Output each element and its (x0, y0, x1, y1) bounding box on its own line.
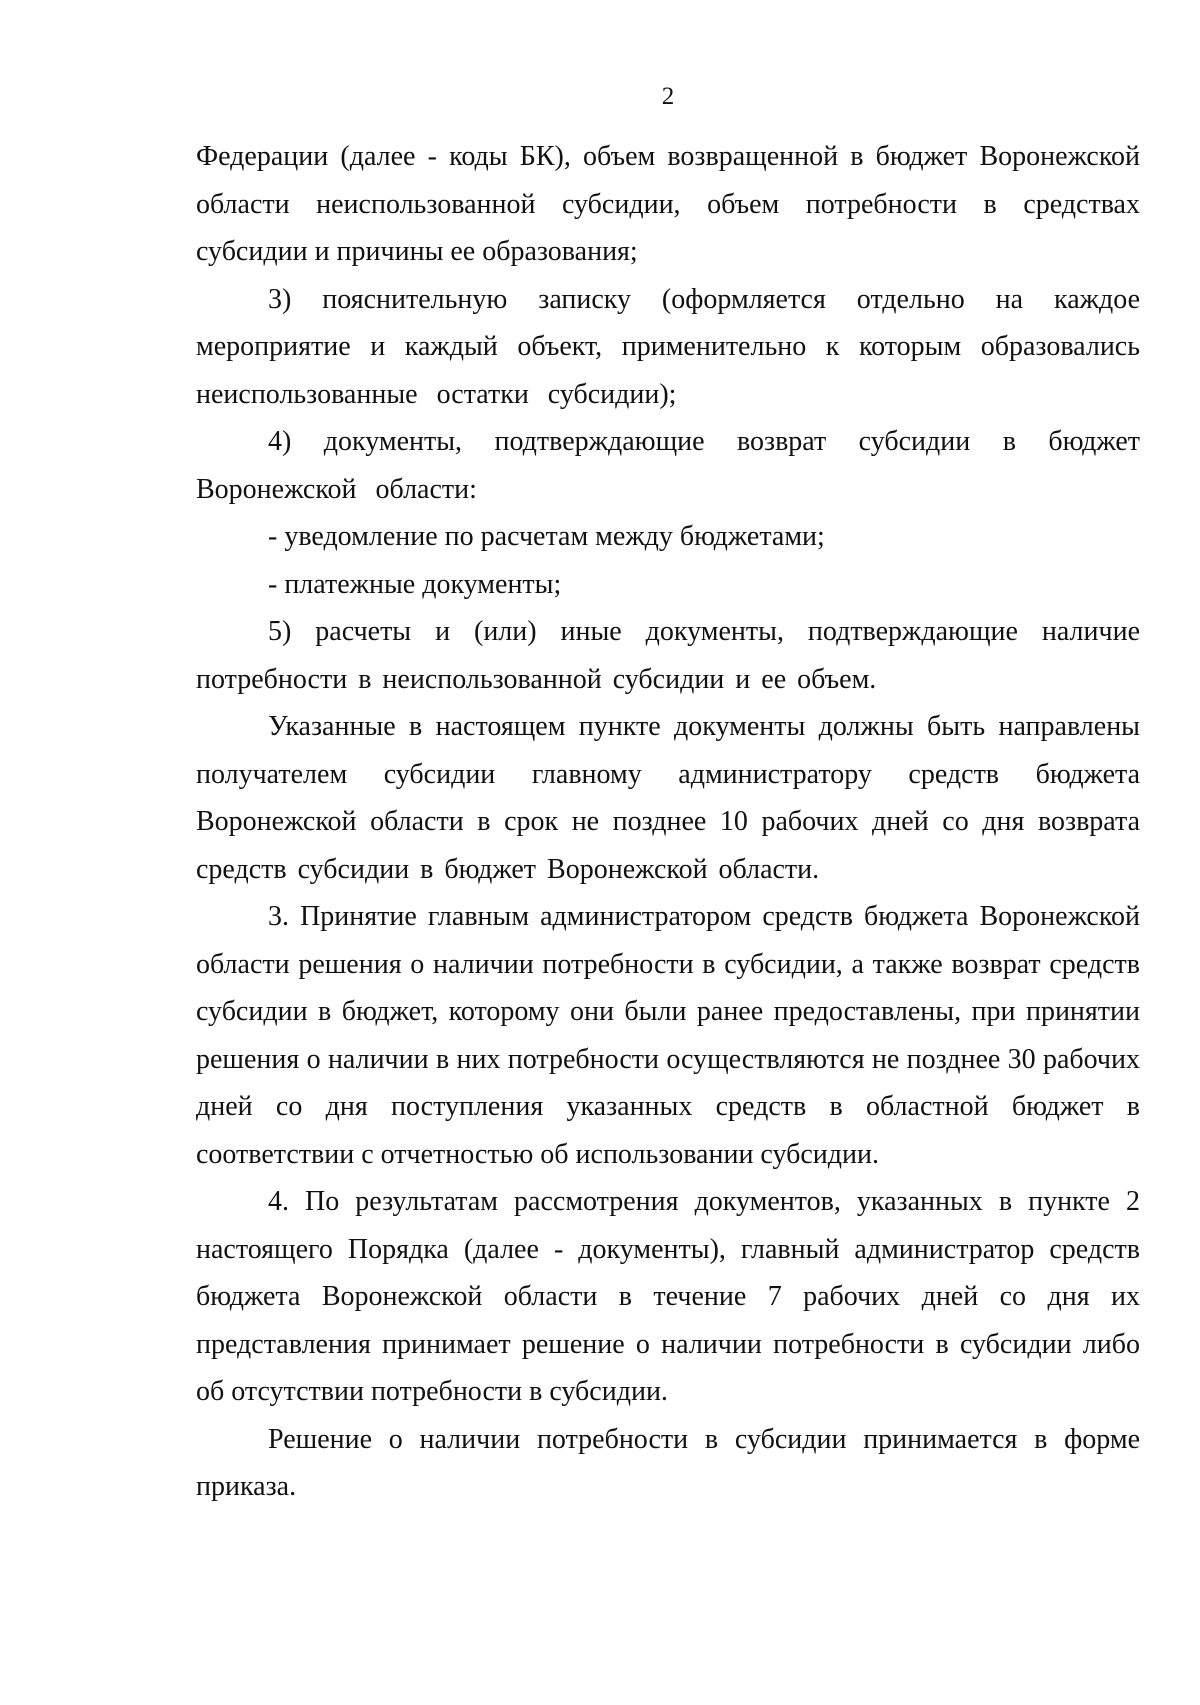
paragraph-list-dash-2: - платежные документы; (268, 568, 562, 600)
document-body (196, 133, 1140, 1511)
paragraph-decision-form: Решение о наличии потребности в субсидии принимается в форме приказа. (196, 1423, 1140, 1502)
paragraph-item-3: 3) пояснительную записку (оформляется отдельно на каждое мероприятие и каждый объект, применительно к которым образовались неиспользованные остатки субсидии); (196, 283, 1140, 410)
paragraph-item-5: 5) расчеты и (или) иные документы, подтверждающие наличие потребности в неиспользованной субсидии и ее объем. (196, 616, 1140, 695)
paragraph-item-4: 4) документы, подтверждающие возврат субсидии в бюджет Воронежской области: (196, 426, 1140, 505)
paragraph-point-4: 4. По результатам рассмотрения документов, указанных в пункте 2 настоящего Порядка (далее - документы), главный администратор средств бюджета Воронежской области в течение 7 рабочих дней со дня их представления принимает решение о наличии потребности в субсидии либо об отсутствии потребности в субсидии. (196, 1186, 1140, 1407)
paragraph-list-dash-1: - уведомление по расчетам между бюджетами; (268, 521, 825, 552)
paragraph-documents-deadline: Указанные в настоящем пункте документы должны быть направлены получателем субсидии главному администратору средств бюджета Воронежской области в срок не позднее 10 рабочих дней со дня возврата средств субсидии в бюджет Воронежской области. (196, 711, 1140, 885)
page-number: 2 (661, 83, 675, 110)
paragraph-point-3: 3. Принятие главным администратором средств бюджета Воронежской области решения о наличии потребности в субсидии, а также возврат средств субсидии в бюджет, которому они были ранее предоставлены, при принятии решения о наличии в них потребности осуществляются не позднее 30 рабочих дней со дня поступления указанных средств в областной бюджет в соответствии с отчетностью об использовании субсидии. (196, 901, 1140, 1170)
paragraph-continuation: Федерации (далее - коды БК), объем возвращенной в бюджет Воронежской области неиспользованной субсидии, объем потребности в средствах субсидии и причины ее образования; (196, 141, 1140, 267)
